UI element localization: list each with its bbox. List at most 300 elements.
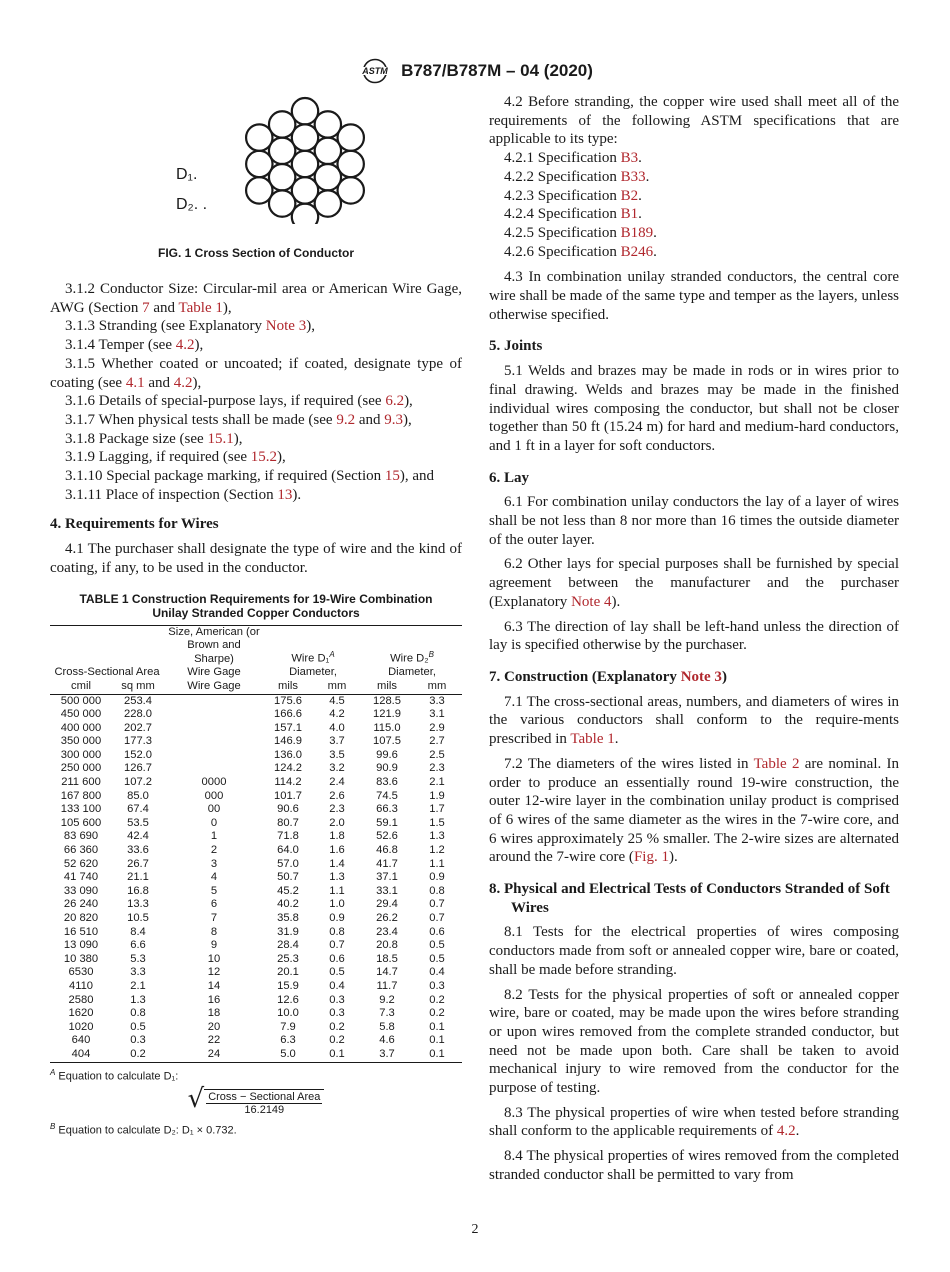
table-1-title-line1: TABLE 1 Construction Requirements for 19-Wire Combination: [79, 591, 433, 606]
cross-reference-link[interactable]: Note 4: [571, 593, 612, 610]
table-cell: 1.9: [429, 789, 445, 802]
paragraph-3-1-2: 3.1.2 Conductor Size: Circular-mil area or American Wire Gage, AWG (Section 7 and Table 1),: [50, 281, 462, 316]
table-row: [50, 939, 462, 953]
table-cell: 250 000: [60, 762, 102, 775]
table-row: [50, 817, 462, 831]
table-1: [50, 625, 462, 1063]
table-cell: 167 800: [60, 789, 102, 802]
table-cell: 52 620: [63, 857, 99, 870]
paragraph-4-2: 4.2 Before stranding, the copper wire used shall meet all of the requirements of the following ASTM specifications that are applicable to its type:: [489, 94, 899, 148]
table-row: [50, 1048, 462, 1062]
cross-reference-link[interactable]: 9.3: [384, 411, 403, 428]
table-cell: 16: [207, 993, 221, 1006]
table-cell: 124.2: [274, 762, 302, 775]
cross-reference-link[interactable]: 6.2: [385, 393, 405, 410]
table-cell: 0.6: [429, 925, 445, 938]
table-cell: [164, 749, 264, 763]
table-cell: 80.7: [277, 816, 299, 829]
table-cell: 0.3: [429, 979, 445, 992]
table-cell: 10.5: [127, 912, 149, 925]
table-cell: 22: [207, 1034, 221, 1047]
col-header-d1: Wire D₁$^A$ Diameter,: [264, 625, 362, 680]
table-row: [50, 885, 462, 899]
table-cell: 26.7: [127, 857, 149, 870]
spec-item: 4.2.2 Specification B33.: [504, 168, 650, 185]
table-cell: 0.2: [112, 1048, 164, 1062]
table-cell: 23.4: [376, 925, 398, 938]
table-cell: 90.9: [376, 762, 398, 775]
paragraph-8-4: 8.4 The physical properties of wires removed from the completed stranded conductor shall be permitted to vary from: [489, 1148, 899, 1183]
cross-reference-link[interactable]: Fig. 1: [633, 849, 669, 866]
table-cell: 0.7: [429, 898, 445, 911]
table-cell: 6: [210, 898, 218, 911]
table-cell: 0.1: [312, 1048, 362, 1062]
table-row: [50, 749, 462, 763]
table-cell: 35.8: [277, 912, 299, 925]
table-cell: 16 510: [63, 925, 99, 938]
cross-reference-link[interactable]: 4.2: [776, 1123, 796, 1140]
table-cell: 1.2: [429, 844, 445, 857]
cross-reference-link[interactable]: 7: [142, 299, 150, 316]
table-cell: 20.1: [277, 966, 299, 979]
cross-reference-link[interactable]: 13: [277, 486, 293, 503]
table-cell: 0.2: [429, 1007, 445, 1020]
conductor-cross-section: [50, 96, 462, 224]
table-cell: 4.2: [329, 708, 345, 721]
paragraph-3-1-3: 3.1.3 Stranding (see Explanatory Note 3),: [65, 318, 315, 335]
cross-reference-link[interactable]: 15: [384, 468, 400, 485]
table-cell: 5.0: [264, 1048, 312, 1062]
astm-logo-icon: [357, 58, 393, 84]
svg-text:ASTM: ASTM: [362, 66, 388, 76]
spec-link[interactable]: B3: [620, 150, 639, 167]
paragraph-3-1-8: 3.1.8 Package size (see 15.1),: [65, 430, 243, 447]
cross-reference-link[interactable]: 15.2: [250, 449, 278, 466]
table-row: [50, 953, 462, 967]
table-cell: 2.5: [429, 748, 445, 761]
cross-reference-link[interactable]: Table 1: [570, 731, 615, 748]
table-cell: 4.5: [329, 694, 345, 707]
table-cell: 2.9: [429, 721, 445, 734]
paragraph-4-3: 4.3 In combination unilay stranded conductors, the central core wire shall be made of the same type and temper as the layers, unless otherwise specified.: [489, 269, 899, 323]
table-cell: 1020: [68, 1020, 94, 1033]
table-cell: 0.2: [329, 1034, 345, 1047]
table-cell: 10: [207, 952, 221, 965]
table-cell: 53.5: [127, 816, 149, 829]
table-cell: 21.1: [127, 871, 149, 884]
table-cell: 3.3: [130, 966, 146, 979]
table-row: [50, 858, 462, 872]
table-row: [50, 912, 462, 926]
paragraph-8-3: 8.3 The physical properties of wire when tested before stranding shall conform to the applicable requirements of 4.2.: [489, 1104, 899, 1140]
section-7-heading: 7. Construction (Explanatory Note 3): [489, 668, 727, 685]
table-cell: 166.6: [274, 708, 302, 721]
cross-reference-link[interactable]: 4.1: [125, 374, 145, 391]
table-cell: 0.4: [329, 979, 345, 992]
table-cell: 66 360: [63, 844, 99, 857]
table-cell: 83.6: [376, 776, 398, 789]
paragraph-8-1: 8.1 Tests for the electrical properties of wires composing conductors made from soft or annealed copper wire, bare or coated, shall be made before stranding.: [489, 924, 899, 978]
d1-label: D₁.: [176, 166, 198, 183]
table-cell: 0000: [201, 776, 227, 789]
spec-link[interactable]: B189: [620, 224, 654, 241]
footnote-a: $^A$ Equation to calculate D₁:: [50, 1067, 179, 1083]
table-cell: 157.1: [274, 721, 302, 734]
table-cell: 0.2: [329, 1020, 345, 1033]
table-cell: 66.3: [376, 803, 398, 816]
table-cell: 5.3: [130, 952, 146, 965]
table-cell: 5: [210, 884, 218, 897]
formula-denominator: 16.2149: [244, 1104, 285, 1117]
spec-link[interactable]: B246: [620, 243, 654, 260]
spec-item: 4.2.6 Specification B246.: [504, 243, 657, 260]
paragraph-6-2: 6.2 Other lays for special purposes shall be furnished by special agreement between the manufacturer and the purchaser (Explanatory Note 4).: [489, 556, 899, 610]
table-cell: [164, 694, 264, 708]
cross-reference-link[interactable]: Table 2: [753, 755, 800, 772]
table-cell: 3.1: [429, 708, 445, 721]
table-row: [50, 830, 462, 844]
table-cell: 114.2: [274, 776, 302, 789]
table-cell: 3.7: [362, 1048, 412, 1062]
table-cell: 45.2: [277, 884, 299, 897]
table-cell: 1.3: [429, 830, 445, 843]
table-cell: 50.7: [277, 871, 299, 884]
table-cell: [164, 735, 264, 749]
table-cell: 228.0: [124, 708, 152, 721]
table-cell: 26 240: [63, 898, 99, 911]
table-cell: 13 090: [63, 939, 99, 952]
table-cell: 0.8: [130, 1007, 146, 1020]
table-cell: 28.4: [277, 939, 299, 952]
table-cell: 0.3: [130, 1034, 146, 1047]
table-cell: 4: [210, 871, 218, 884]
figure-1: [50, 96, 462, 260]
table-row: [50, 776, 462, 790]
unit-cmil: cmil: [50, 680, 112, 694]
paragraph-3-1-5: 3.1.5 Whether coated or uncoated; if coated, designate type of coating (see 4.1 and 4.2),: [50, 355, 462, 391]
table-cell: 9: [210, 939, 218, 952]
paragraph-3-1-6: 3.1.6 Details of special-purpose lays, if required (see 6.2),: [65, 393, 413, 410]
table-cell: 5.8: [379, 1020, 395, 1033]
table-cell: 0.4: [429, 966, 445, 979]
paragraph-3-1-4: 3.1.4 Temper (see 4.2),: [65, 337, 204, 354]
table-cell: 121.9: [373, 708, 401, 721]
spec-item: 4.2.4 Specification B1.: [504, 206, 642, 223]
unit-d2-mm: mm: [412, 680, 462, 694]
table-cell: 107.5: [373, 735, 401, 748]
table-cell: 177.3: [124, 735, 152, 748]
table-cell: 33.1: [376, 884, 398, 897]
table-cell: 74.5: [376, 789, 398, 802]
paragraph-5-1: 5.1 Welds and brazes may be made in rods or in wires prior to final drawing. Welds and brazes may be made in the finished individual wires composing the conductor, but shall not be closer together than 50 ft (15.24 m) for hard and medium-hard conductors, and 1 ft in a layer for soft conductors.: [489, 363, 899, 454]
spec-link[interactable]: B33: [620, 168, 646, 185]
spec-item: 4.2.1 Specification B3.: [504, 150, 642, 167]
paragraphs-3-1: [50, 280, 462, 504]
table-cell: 26.2: [376, 912, 398, 925]
formula-numerator: Cross − Sectional Area: [208, 1091, 321, 1104]
table-cell: 175.6: [274, 694, 302, 707]
table-row: [50, 966, 462, 980]
table-cell: 202.7: [124, 721, 152, 734]
cross-reference-link[interactable]: 9.2: [336, 411, 356, 428]
table-cell: 0.9: [329, 912, 345, 925]
table-row: [50, 1021, 462, 1035]
table-cell: 0.5: [429, 939, 445, 952]
table-cell: 3.2: [329, 762, 345, 775]
table-cell: 24: [164, 1048, 264, 1062]
table-cell: 105 600: [60, 816, 102, 829]
table-cell: 25.3: [277, 952, 299, 965]
table-cell: 41.7: [376, 857, 398, 870]
table-cell: 8.4: [130, 925, 146, 938]
unit-d2-mils: mils: [362, 680, 412, 694]
table-cell: 0.7: [429, 912, 445, 925]
paragraph-3-1-7: 3.1.7 When physical tests shall be made (see 9.2 and 9.3),: [65, 411, 412, 428]
table-cell: 136.0: [274, 748, 302, 761]
section-5-heading: 5. Joints: [489, 338, 543, 355]
table-cell: 0.3: [329, 1007, 345, 1020]
spec-item: 4.2.3 Specification B2.: [504, 187, 642, 204]
table-cell: 2.7: [429, 735, 445, 748]
table-cell: 0.5: [429, 952, 445, 965]
table-cell: 1620: [68, 1007, 94, 1020]
table-cell: 350 000: [60, 735, 102, 748]
table-cell: 42.4: [127, 830, 149, 843]
table-cell: 6.3: [280, 1034, 296, 1047]
table-cell: 3: [210, 857, 218, 870]
table-cell: 57.0: [277, 857, 299, 870]
table-cell: 2: [210, 844, 218, 857]
table-cell: 404: [50, 1048, 112, 1062]
table-cell: 0.5: [130, 1020, 146, 1033]
table-cell: 20.8: [376, 939, 398, 952]
table-cell: 0.1: [429, 1020, 445, 1033]
table-cell: 146.9: [274, 735, 302, 748]
table-cell: 0.8: [429, 884, 445, 897]
footnote-b: $^B$ Equation to calculate D₂: D₁ × 0.732.: [50, 1122, 237, 1137]
table-row: [50, 722, 462, 736]
unit-awg: Wire Gage: [164, 680, 264, 694]
left-column: [50, 96, 462, 1137]
spec-list: [489, 149, 899, 261]
cross-reference-link[interactable]: Note 3: [265, 318, 307, 335]
table-cell: 15.9: [277, 979, 299, 992]
table-cell: [164, 708, 264, 722]
table-cell: 6.6: [130, 939, 146, 952]
table-cell: 20: [207, 1020, 221, 1033]
table-cell: 126.7: [124, 762, 152, 775]
section-6-heading: 6. Lay: [489, 469, 530, 486]
table-cell: 500 000: [60, 694, 102, 707]
table-cell: 4110: [68, 979, 94, 992]
table-row: [50, 803, 462, 817]
table-cell: 33.6: [127, 844, 149, 857]
table-cell: 1.1: [429, 857, 445, 870]
table-cell: 1.5: [429, 816, 445, 829]
table-cell: [164, 722, 264, 736]
table-cell: 133 100: [60, 803, 102, 816]
table-cell: 64.0: [277, 844, 299, 857]
table-cell: 0.1: [429, 1034, 445, 1047]
table-cell: 7.9: [280, 1020, 296, 1033]
table-cell: 2.6: [329, 789, 345, 802]
table-cell: 20 820: [63, 912, 99, 925]
table-cell: 101.7: [274, 789, 302, 802]
table-cell: 1.3: [130, 993, 146, 1006]
table-cell: 1.0: [329, 898, 345, 911]
table-cell: 12: [207, 966, 221, 979]
table-cell: 1.7: [429, 803, 445, 816]
table-cell: 37.1: [376, 871, 398, 884]
table-cell: 0.5: [329, 966, 345, 979]
table-row: [50, 694, 462, 708]
table-cell: 1.3: [329, 871, 345, 884]
paragraph-3-1-10: 3.1.10 Special package marking, if required (Section 15), and: [65, 468, 435, 485]
strand-wire: [269, 190, 295, 216]
table-cell: 14.7: [376, 966, 398, 979]
table-cell: 2580: [68, 993, 94, 1006]
table-cell: 33 090: [63, 884, 99, 897]
cross-reference-link[interactable]: 4.2: [173, 374, 193, 391]
table-cell: 2.3: [329, 803, 345, 816]
table-cell: 41 740: [63, 871, 99, 884]
table-cell: 0.9: [429, 871, 445, 884]
table-cell: 2.1: [130, 979, 146, 992]
table-row: [50, 762, 462, 776]
table-cell: 12.6: [277, 993, 299, 1006]
table-cell: 83 690: [63, 830, 99, 843]
table-cell: 0.8: [329, 925, 345, 938]
spec-link[interactable]: B2: [620, 187, 639, 204]
page-number: 2: [471, 1222, 479, 1237]
paragraph-8-2: 8.2 Tests for the physical properties of soft or annealed copper wire, bare or coated, may be made upon the wires before stranding or upon wires removed from the complete stranded conductor, but need not be made upon both. Care shall be taken to avoid mechanical injury to wire removed from the conductor for the purpose of testing.: [489, 986, 899, 1097]
table-cell: 59.1: [376, 816, 398, 829]
table-cell: 4.6: [379, 1034, 395, 1047]
table-row: [50, 1007, 462, 1021]
table-cell: 107.2: [124, 776, 152, 789]
table-cell: 46.8: [376, 844, 398, 857]
table-cell: 152.0: [124, 748, 152, 761]
table-row: [50, 735, 462, 749]
table-cell: 16.8: [127, 884, 149, 897]
table-row: [50, 790, 462, 804]
table-cell: 18: [207, 1007, 221, 1020]
table-cell: 400 000: [60, 721, 102, 734]
table-cell: 1.4: [329, 857, 345, 870]
paragraph-7-2: 7.2 The diameters of the wires listed in Table 2 are nominal. In order to produce an essentially round 19-wire construction, the outer 12-wire layer in the combination unilay product is comprised of 6 wires of the same diameter as the wires in the 7-wire core, and 6 wires approximately 25 % smaller. The 2-wire sizes are alternated around the 7-wire core (Fig. 1).: [489, 755, 900, 866]
paragraph-3-1-9: 3.1.9 Lagging, if required (see 15.2),: [65, 449, 286, 466]
table-cell: 13.3: [127, 898, 149, 911]
table-cell: 450 000: [60, 708, 102, 721]
table-cell: 1: [210, 830, 218, 843]
table-cell: 7: [210, 912, 218, 925]
col-header-d2: Wire D₂$^B$ Diameter,: [362, 625, 462, 680]
unit-d1-mils: mils: [264, 680, 312, 694]
table-cell: 115.0: [373, 721, 401, 734]
table-cell: 253.4: [124, 694, 152, 707]
table-cell: 2.3: [429, 762, 445, 775]
table-cell: 211 600: [61, 776, 101, 789]
unit-sqmm: sq mm: [112, 680, 164, 694]
table-cell: 1.8: [329, 830, 345, 843]
table-cell: 8: [210, 925, 218, 938]
cross-reference-link[interactable]: 15.1: [207, 430, 234, 447]
table-cell: 3.5: [329, 748, 345, 761]
table-cell: 0.6: [329, 952, 345, 965]
table-cell: 18.5: [376, 952, 398, 965]
table-row: [50, 980, 462, 994]
table-cell: 11.7: [376, 979, 398, 992]
table-cell: 31.9: [277, 925, 299, 938]
table-cell: 2.1: [429, 776, 445, 789]
table-cell: 0.3: [329, 993, 345, 1006]
table-cell: 128.5: [373, 694, 401, 707]
paragraph-3-1-11: 3.1.11 Place of inspection (Section 13).: [65, 486, 302, 503]
table-cell: 300 000: [60, 748, 102, 761]
document-title: B787/B787M – 04 (2020): [401, 61, 593, 80]
paragraph-7-1: 7.1 The cross-sectional areas, numbers, and diameters of wires in the various conductors shall conform to the require-ments prescribed in Table 1.: [489, 693, 899, 748]
table-row: [50, 994, 462, 1008]
table-cell: 000: [204, 789, 224, 802]
table-cell: 3.7: [329, 735, 345, 748]
paragraph-6-1: 6.1 For combination unilay conductors the lay of a layer of wires shall be not less than 8 nor more than 16 times the outside diameter of the outer layer.: [489, 494, 899, 548]
table-cell: 4.0: [329, 721, 345, 734]
table-cell: 0.1: [412, 1048, 462, 1062]
table-1-title-line2: Unilay Stranded Copper Conductors: [152, 606, 360, 621]
cross-reference-link[interactable]: 4.2: [175, 337, 195, 354]
unit-d1-mm: mm: [312, 680, 362, 694]
table-row: [50, 871, 462, 885]
col-header-csa: Cross-Sectional Area: [50, 625, 164, 680]
d1-formula: √ Cross − Sectional Area 16.2149: [50, 1086, 462, 1116]
figure-caption: FIG. 1 Cross Section of Conductor: [157, 246, 354, 260]
table-cell: 00: [207, 803, 221, 816]
strand-wire: [337, 151, 363, 177]
table-cell: 2.4: [329, 776, 345, 789]
spec-item: 4.2.5 Specification B189.: [504, 224, 657, 241]
strand-wire: [315, 190, 341, 216]
spec-link[interactable]: B1: [620, 206, 639, 223]
strand-wire: [246, 151, 272, 177]
table-cell: 71.8: [277, 830, 299, 843]
table-cell: 7.3: [379, 1007, 395, 1020]
cross-reference-link[interactable]: Table 1: [178, 299, 223, 316]
table-cell: 1.1: [329, 884, 345, 897]
table-row: [50, 844, 462, 858]
table-cell: 6530: [68, 966, 94, 979]
d2-label: D₂. .: [176, 196, 208, 213]
table-row: [50, 898, 462, 912]
table-cell: 0: [210, 816, 218, 829]
table-cell: 0.7: [329, 939, 345, 952]
col-header-awg: Size, American (or Brown and Sharpe) Wire Gage: [164, 625, 264, 680]
paragraph-6-3: 6.3 The direction of lay shall be left-hand unless the direction of lay is specified otherwise by the purchaser.: [489, 618, 899, 654]
cross-reference-link[interactable]: Note 3: [680, 668, 722, 685]
table-cell: 40.2: [277, 898, 299, 911]
section-8-heading: 8. Physical and Electrical Tests of Conductors Stranded of Soft Wires: [489, 881, 890, 916]
table-cell: 99.6: [376, 748, 398, 761]
section-4-heading: 4. Requirements for Wires: [50, 516, 219, 533]
table-cell: 14: [207, 979, 221, 992]
table-cell: 67.4: [127, 803, 149, 816]
table-cell: 0.2: [429, 993, 445, 1006]
page-header: [0, 58, 950, 84]
paragraph-4-1: 4.1 The purchaser shall designate the type of wire and the kind of coating, if any, to be used in the conductor.: [50, 541, 462, 576]
table-row: [50, 708, 462, 722]
table-cell: 1.6: [329, 844, 345, 857]
right-column: [489, 93, 899, 1185]
table-row: [50, 926, 462, 940]
